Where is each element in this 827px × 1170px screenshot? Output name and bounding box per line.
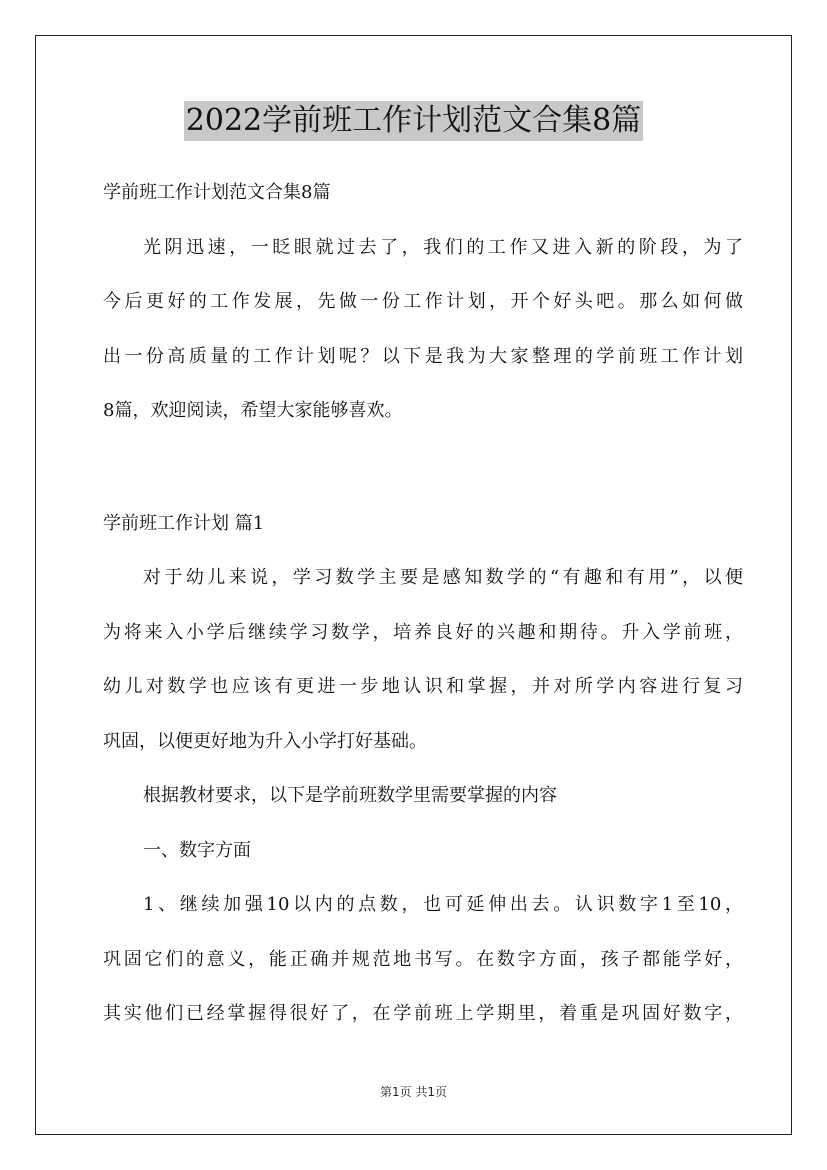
section-line-3: 幼儿对数学也应该有更进一步地认识和掌握，并对所学内容进行复习 [103, 676, 743, 697]
point-line-3: 其实他们已经掌握得很好了，在学前班上学期里，着重是巩固好数字， [103, 1003, 743, 1024]
document-title: 2022学前班工作计划范文合集8篇 [184, 101, 643, 141]
section-line-4: 巩固，以便更好地为升入小学打好基础。 [103, 730, 427, 752]
document-body [103, 166, 743, 1042]
point-line-2: 巩固它们的意义，能正确并规范地书写。在数字方面，孩子都能学好， [103, 948, 743, 970]
intro-line-2: 今后更好的工作发展，先做一份工作计划，开个好头吧。那么如何做 [103, 291, 743, 312]
section-line-2: 为将来入小学后继续学习数学，培养良好的兴趣和期待。升入学前班， [103, 621, 743, 643]
page-footer: 第1页 共1页 [379, 1085, 448, 1099]
intro-line-4: 8篇，欢迎阅读，希望大家能够喜欢。 [103, 400, 403, 421]
section-heading: 学前班工作计划 篇1 [103, 512, 265, 534]
point-line-1: 1、继续加强10以内的点数，也可延伸出去。认识数字1至10， [143, 894, 743, 915]
paragraph-gap [103, 439, 743, 497]
requirement-line: 根据教材要求，以下是学前班数学里需要掌握的内容 [143, 785, 557, 806]
title-wrap [0, 101, 827, 141]
subheading-digits: 一、数字方面 [143, 839, 251, 861]
section-line-1: 对于幼儿来说，学习数学主要是感知数学的“有趣和有用”，以便 [143, 567, 743, 588]
intro-line-3: 出一份高质量的工作计划呢？以下是我为大家整理的学前班工作计划 [103, 345, 743, 367]
document-subtitle: 学前班工作计划范文合集8篇 [103, 182, 331, 203]
intro-line-1: 光阴迅速，一眨眼就过去了，我们的工作又进入新的阶段，为了 [143, 236, 743, 258]
